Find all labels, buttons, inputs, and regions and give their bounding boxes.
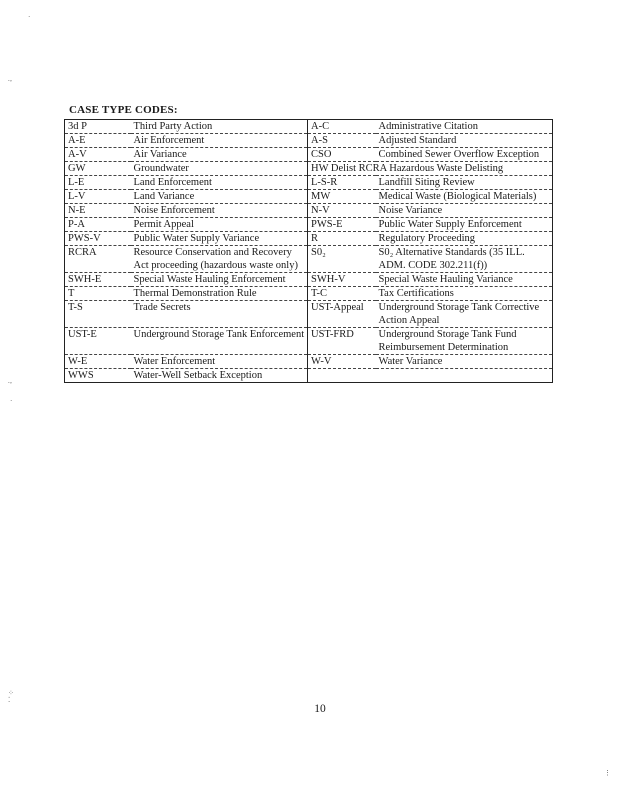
case-code: MW (308, 190, 376, 204)
table-row (65, 328, 553, 355)
case-code: SWH-V (308, 273, 376, 287)
case-description: Special Waste Hauling Variance (376, 273, 553, 287)
scan-speck-left-upper: .‚ (8, 75, 13, 83)
case-description: Third Party Action (131, 120, 308, 134)
case-type-codes-table (64, 119, 553, 383)
case-description: Noise Enforcement (131, 204, 308, 218)
case-code: L-E (65, 176, 131, 190)
case-code: RCRA (65, 246, 131, 273)
table-row (65, 134, 553, 148)
case-description: Water Enforcement (131, 355, 308, 369)
case-code: UST-FRD (308, 328, 376, 355)
scan-speck-left-lower: · (10, 397, 13, 405)
case-code: 3d P (65, 120, 131, 134)
page-title: CASE TYPE CODES: (69, 104, 178, 116)
case-code: PWS-V (65, 232, 131, 246)
case-description: Groundwater (131, 162, 308, 176)
case-code: N-V (308, 204, 376, 218)
case-description: Underground Storage Tank Corrective Action Appeal (376, 301, 553, 328)
case-description: Special Waste Hauling Enforcement (131, 273, 308, 287)
scan-speck-right-bottom: ⋮ (604, 769, 611, 777)
case-description: Water-Well Setback Exception (133, 370, 263, 381)
table-row (65, 120, 553, 134)
case-code (308, 369, 376, 383)
table-row (65, 232, 553, 246)
case-code: PWS-E (308, 218, 376, 232)
case-code: L-S-R (308, 176, 376, 190)
case-description: Combined Sewer Overflow Exception (376, 148, 553, 162)
table-row (65, 190, 553, 204)
case-code: UST-Appeal (308, 301, 376, 328)
case-code: W-V (308, 355, 376, 369)
case-description: Water Variance (376, 355, 553, 369)
table-row (65, 218, 553, 232)
case-code: UST-E (65, 328, 131, 355)
case-code: W-E (65, 355, 131, 369)
table-row (65, 273, 553, 287)
scan-speck-top: · (28, 13, 31, 21)
case-description: Public Water Supply Variance (131, 232, 308, 246)
case-code: SWH-E (65, 273, 131, 287)
case-description: S0₂ Alternative Standards (35 ILL. ADM. CODE 302.211(f)) (376, 246, 553, 273)
table-row (65, 162, 553, 176)
case-description: Administrative Citation (376, 120, 553, 134)
case-code: CSO (308, 148, 376, 162)
case-code: A-S (308, 134, 376, 148)
case-code: T-C (308, 287, 376, 301)
case-description: Thermal Demonstration Rule (131, 287, 308, 301)
case-description: Air Variance (131, 148, 308, 162)
case-code: S0₂ (308, 246, 376, 273)
case-description: Tax Certifications (376, 287, 553, 301)
case-code: L-V (65, 190, 131, 204)
case-description: Public Water Supply Enforcement (376, 218, 553, 232)
case-description: Landfill Siting Review (376, 176, 553, 190)
case-description (376, 369, 553, 383)
case-description: Land Enforcement (131, 176, 308, 190)
case-code: T (65, 287, 131, 301)
table-row (65, 176, 553, 190)
table-row (65, 204, 553, 218)
table-row (65, 246, 553, 273)
case-type-codes-body (65, 120, 553, 383)
table-row (65, 148, 553, 162)
table-row (65, 369, 553, 383)
case-code: A-E (65, 134, 131, 148)
case-description: Trade Secrets (131, 301, 308, 328)
case-description: Adjusted Standard (376, 134, 553, 148)
scan-speck-left-bottom: ⁘ ⁚ (8, 689, 14, 704)
case-description: Noise Variance (376, 204, 553, 218)
table-row (65, 301, 553, 328)
case-description: Underground Storage Tank Fund Reimbursement Determination (376, 328, 553, 355)
case-description: Resource Conservation and Recovery Act proceeding (hazardous waste only) (131, 246, 308, 273)
page-number: 10 (314, 703, 326, 715)
case-code: N-E (65, 204, 131, 218)
case-description: Land Variance (131, 190, 308, 204)
case-code: GW (65, 162, 131, 176)
case-description: Underground Storage Tank Enforcement (131, 328, 308, 355)
case-code: R (308, 232, 376, 246)
table-row (65, 355, 553, 369)
case-code: A-V (65, 148, 131, 162)
table-row (65, 287, 553, 301)
case-code: T-S (65, 301, 131, 328)
case-code-and-description: HW Delist RCRA Hazardous Waste Delisting (308, 162, 553, 176)
case-code: WWS (68, 370, 94, 381)
case-description: Medical Waste (Biological Materials) (376, 190, 553, 204)
case-code: P-A (65, 218, 131, 232)
case-description: Permit Appeal (131, 218, 308, 232)
case-description: Air Enforcement (131, 134, 308, 148)
scan-speck-left-middle: .‚ (8, 377, 13, 385)
case-code: A-C (308, 120, 376, 134)
case-description: Regulatory Proceeding (376, 232, 553, 246)
